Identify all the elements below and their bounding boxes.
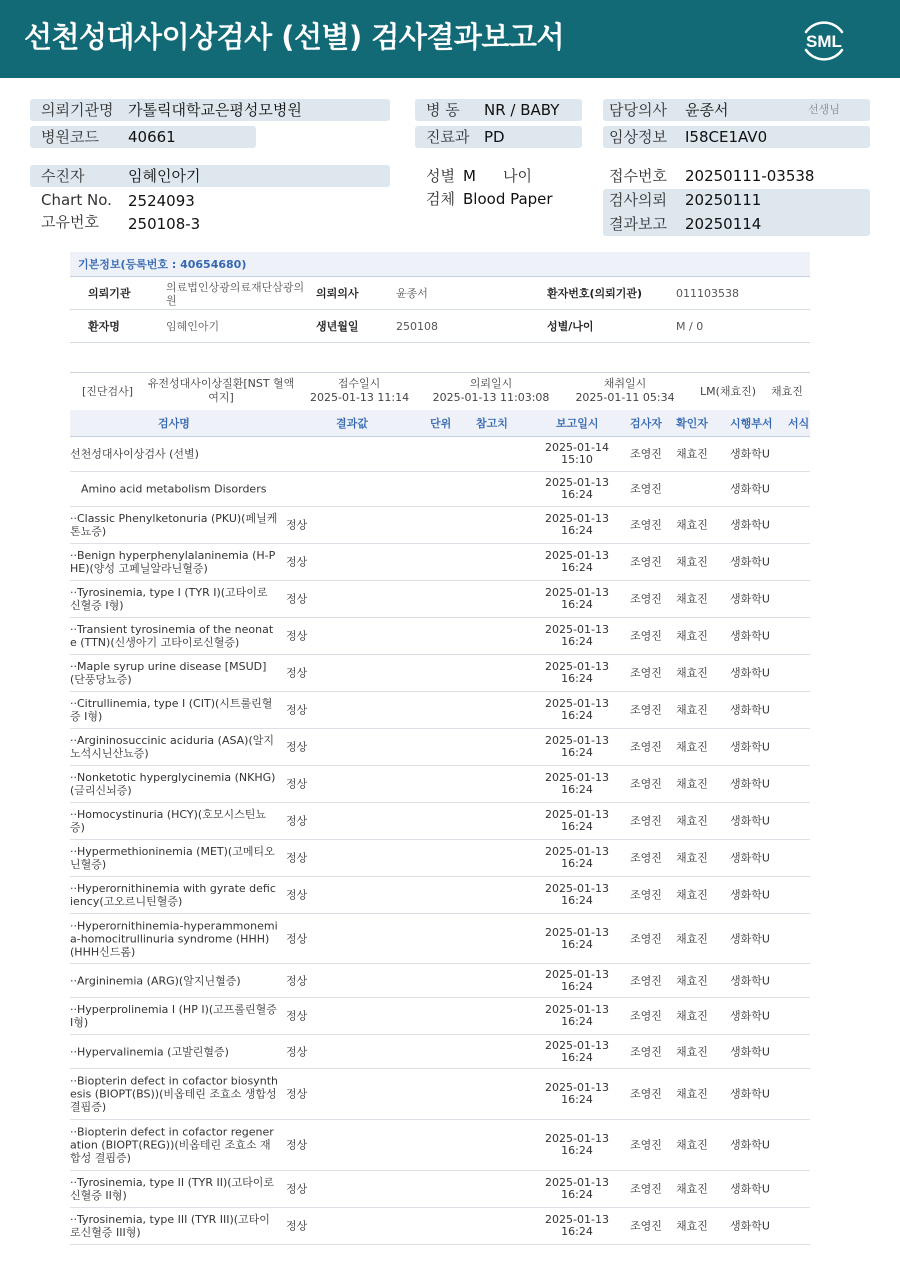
result-report-label: 결과보고 [609,215,667,233]
table-row [70,1069,810,1120]
report-date: 2025-01-13 [545,734,609,747]
basic-doctor-value: 윤종서 [396,287,428,300]
report-date: 2025-01-13 [545,967,609,981]
test-name: ··Nonketotic hyperglycinemia (NKHG)(글리신뇌증) [70,771,276,797]
confirmer: 채효진 [676,1219,708,1233]
report-time: 16:24 [561,1188,593,1201]
report-time: 16:24 [561,820,593,833]
report-time: 16:24 [561,937,593,951]
report-date: 2025-01-13 [545,1213,609,1226]
tester: 조영진 [630,888,662,902]
report-datetime [538,927,616,951]
report-time: 16:24 [561,857,593,870]
report-time: 16:24 [561,561,593,574]
table-row [70,618,810,655]
tester: 조영진 [630,1182,662,1196]
tester: 조영진 [630,777,662,791]
order-collect-value: 2025-01-11 05:34 [575,391,675,404]
basic-patient-name-value: 임혜인아기 [166,320,220,333]
report-datetime [538,1133,616,1157]
tester: 조영진 [630,1138,662,1152]
test-name: ··Hypervalinemia (고발린혈증) [70,1045,229,1058]
basic-info-heading: 기본정보(등록번호 : 40654680) [70,252,810,277]
test-name: ··Argininemia (ARG)(알지닌혈증) [70,974,241,987]
col-confirmer-header: 확인자 [676,417,708,430]
test-result: 정상 [286,974,308,987]
department-label: 진료과 [426,128,470,146]
department: 생화학U [730,777,770,791]
department: 생화학U [730,703,770,717]
table-row [70,803,810,840]
basic-institution-value: 의료법인상광의료재단삼광의원 [166,281,305,307]
department: 생화학U [730,932,770,945]
specimen-value: Blood Paper [463,190,553,208]
sex-label: 성별 [426,167,455,185]
report-date: 2025-01-13 [545,845,609,858]
report-date: 2025-01-13 [545,586,609,599]
doctor-suffix: 선생님 [808,103,840,116]
order-name-line2: 여지] [208,391,234,404]
report-time: 16:24 [561,672,593,685]
department-value: PD [484,128,505,146]
col-name-header: 검사명 [158,417,190,430]
table-row [70,914,810,964]
department: 생화학U [730,629,770,643]
department: 생화학U [730,888,770,902]
order-name-line1: 유전성대사이상질환[NST 혈액 [147,377,295,390]
basic-info-row [70,310,810,343]
report-datetime [538,698,616,722]
hospital-code-value: 40661 [128,128,176,146]
basic-sex-age-label: 성별/나이 [547,320,594,333]
table-row [70,998,810,1035]
tester: 조영진 [630,447,662,461]
test-result: 정상 [286,629,308,643]
col-tester-header: 검사자 [630,417,662,430]
patient-label: 수진자 [41,167,85,185]
report-datetime [538,550,616,574]
test-name: ··Tyrosinemia, type I (TYR I)(고타이로신혈증 I형) [70,586,268,612]
tester: 조영진 [630,703,662,717]
report-date: 2025-01-13 [545,476,609,489]
confirmer: 채효진 [676,740,708,754]
chart-no-label: Chart No. [41,191,112,209]
report-time: 16:24 [561,894,593,907]
test-name: Amino acid metabolism Disorders [81,482,267,496]
receipt-no-label: 접수번호 [609,167,667,185]
table-row [70,964,810,998]
table-row [70,507,810,544]
report-datetime [538,513,616,537]
col-report-date-header: 보고일시 [556,417,599,430]
test-result: 정상 [286,1045,308,1058]
report-datetime [538,442,616,466]
report-time: 16:24 [561,783,593,796]
hospital-code-label: 병원코드 [41,128,99,146]
order-receipt-value: 2025-01-13 11:14 [310,391,410,404]
table-row [70,1171,810,1208]
report-date: 2025-01-14 [545,441,609,454]
test-name: ··Tyrosinemia, type II (TYR II)(고타이로신혈증 II형) [70,1176,275,1202]
test-result: 정상 [286,1219,308,1233]
test-name: ··Biopterin defect in cofactor biosynthesis (BIOPT(BS))(비옵테린 조효소 생합성 결핍증) [70,1074,278,1114]
basic-info-table [70,252,810,343]
col-dept-header: 시행부서 [730,417,773,430]
doctor-label: 담당의사 [609,101,667,119]
report-time: 15:10 [561,453,593,466]
patient-value: 임혜인아기 [128,167,201,185]
report-datetime [538,624,616,648]
confirmer: 채효진 [676,851,708,865]
report-title: 선천성대사이상검사 (선별) 검사결과보고서 [24,20,564,54]
test-name: ··Benign hyperphenylalaninemia (H-PHE)(양성 고페닐알라닌혈증) [70,549,276,575]
test-result: 정상 [286,814,308,828]
department: 생화학U [730,1045,770,1058]
confirmer: 채효진 [676,629,708,643]
tester: 조영진 [630,666,662,680]
basic-birth-label: 생년월일 [316,320,359,333]
basic-institution-label: 의뢰기관 [88,287,131,300]
col-ref-header: 참고치 [476,417,508,430]
report-time: 16:24 [561,709,593,722]
test-result: 정상 [286,703,308,717]
report-datetime [538,1004,616,1028]
report-date: 2025-01-13 [545,925,609,939]
order-request-value: 2025-01-13 11:03:08 [432,391,550,404]
tester: 조영진 [630,974,662,987]
unique-no-label: 고유번호 [41,213,99,231]
tester: 조영진 [630,1045,662,1058]
test-name: ··Tyrosinemia, type III (TYR III)(고타이로신혈증 III형) [70,1213,270,1239]
confirmer: 채효진 [676,447,708,461]
confirmer: 채효진 [676,932,708,945]
test-request-value: 20250111 [685,191,762,209]
test-name: ··Maple syrup urine disease [MSUD](단풍당뇨증) [70,660,267,686]
clinical-info-value: I58CE1AV0 [685,128,768,146]
report-datetime [538,772,616,796]
report-datetime [538,477,616,501]
tester: 조영진 [630,482,662,496]
report-datetime [538,661,616,685]
test-name: ··Homocystinuria (HCY)(호모시스틴뇨증) [70,808,266,834]
confirmer: 채효진 [676,555,708,569]
basic-patient-no-label: 환자번호(의뢰기관) [547,287,643,300]
test-name: ··Transient tyrosinemia of the neonate (TTN)(신생아기 고타이로신혈증) [70,623,274,649]
report-time: 16:24 [561,1144,593,1157]
report-time: 16:24 [561,1093,593,1106]
basic-sex-age-value: M / 0 [676,320,704,333]
logo-text: SML [806,32,842,51]
report-date: 2025-01-13 [545,549,609,562]
department: 생화학U [730,851,770,865]
department: 생화학U [730,974,770,987]
table-row [70,729,810,766]
tester: 조영진 [630,932,662,945]
report-time: 16:24 [561,488,593,501]
tester: 조영진 [630,1219,662,1233]
institution-value: 가톨릭대학교은평성모병원 [128,101,302,119]
report-time: 16:24 [561,635,593,648]
test-result: 정상 [286,740,308,754]
report-time: 16:24 [561,1050,593,1064]
test-result: 정상 [286,888,308,902]
report-time: 16:24 [561,598,593,611]
basic-info-row [70,277,810,310]
report-date: 2025-01-13 [545,1038,609,1052]
table-row [70,1120,810,1171]
tester: 조영진 [630,814,662,828]
department: 생화학U [730,447,770,461]
institution-label: 의뢰기관명 [41,101,114,119]
col-unit-header: 단위 [430,417,452,430]
confirmer: 채효진 [676,888,708,902]
test-result: 정상 [286,1182,308,1196]
report-datetime [538,809,616,833]
receipt-no-value: 20250111-03538 [685,167,815,185]
order-request-label: 의뢰일시 [469,377,513,390]
report-time: 16:24 [561,979,593,993]
report-date: 2025-01-13 [545,1132,609,1145]
test-name: ··Hyperprolinemia I (HP I)(고프롤린혈증I형) [70,1003,277,1029]
confirmer: 채효진 [676,974,708,987]
test-name: ··Hypermethioninemia (MET)(고메티오닌혈증) [70,845,275,871]
order-receipt-label: 접수일시 [337,377,381,390]
confirmer: 채효진 [676,1138,708,1152]
test-name: 선천성대사이상검사 (선별) [70,447,199,461]
test-result: 정상 [286,777,308,791]
results-table-header [70,410,810,437]
tester: 조영진 [630,1087,662,1101]
table-row [70,1035,810,1069]
unique-no-value: 250108-3 [128,215,201,233]
confirmer: 채효진 [676,518,708,532]
table-row [70,766,810,803]
ward-label: 병 동 [426,101,460,119]
doctor-value: 윤종서 [685,101,729,119]
order-tag: [진단검사] [82,385,134,398]
report-datetime [538,1040,616,1064]
tester: 조영진 [630,555,662,569]
report-datetime [538,1214,616,1238]
department: 생화학U [730,1182,770,1196]
specimen-label: 검체 [426,190,455,208]
confirmer: 채효진 [676,1009,708,1023]
department: 생화학U [730,1219,770,1233]
col-format-header: 서식 [788,417,810,430]
report-datetime [538,587,616,611]
table-row [70,655,810,692]
confirmer: 채효진 [676,814,708,828]
confirmer: 채효진 [676,666,708,680]
report-time: 16:24 [561,524,593,537]
table-row [70,692,810,729]
test-result: 정상 [286,592,308,606]
report-date: 2025-01-13 [545,660,609,673]
report-date: 2025-01-13 [545,512,609,525]
table-row [70,437,810,472]
test-result: 정상 [286,1009,308,1023]
basic-doctor-label: 의뢰의사 [316,287,359,300]
report-date: 2025-01-13 [545,882,609,895]
test-result: 정상 [286,932,308,945]
report-time: 16:24 [561,746,593,759]
table-row [70,581,810,618]
confirmer: 채효진 [676,1087,708,1101]
confirmer: 채효진 [676,592,708,606]
report-date: 2025-01-13 [545,808,609,821]
ward-value: NR / BABY [484,101,560,119]
results-table-body [70,437,810,1245]
test-result: 정상 [286,518,308,532]
col-result-header: 결과값 [336,417,368,430]
department: 생화학U [730,1138,770,1152]
order-collect-label: 채취일시 [603,377,647,390]
sml-logo-icon [796,12,852,68]
report-date: 2025-01-13 [545,1176,609,1189]
order-lm: LM(채효진) [700,385,757,398]
test-result: 정상 [286,555,308,569]
table-row [70,544,810,581]
test-name: ··Classic Phenylketonuria (PKU)(페닐케톤뇨증) [70,512,278,538]
report-date: 2025-01-13 [545,771,609,784]
report-header [0,0,900,78]
test-name: ··Citrullinemia, type I (CIT)(시트룰린혈증 I형) [70,697,273,723]
department: 생화학U [730,555,770,569]
report-datetime [538,883,616,907]
department: 생화학U [730,814,770,828]
basic-birth-value: 250108 [396,320,438,333]
table-row [70,1208,810,1245]
confirmer: 채효진 [676,777,708,791]
clinical-info-label: 임상정보 [609,128,667,146]
order-collector: 채효진 [771,385,803,398]
basic-patient-name-label: 환자명 [88,320,120,333]
tester: 조영진 [630,740,662,754]
report-time: 16:24 [561,1015,593,1028]
confirmer: 채효진 [676,703,708,717]
test-name: ··Hyperornithinemia with gyrate deficiency(고오르니틴혈증) [70,882,276,908]
test-result: 정상 [286,666,308,680]
sex-value: M [463,167,476,185]
report-time: 16:24 [561,1225,593,1238]
department: 생화학U [730,518,770,532]
department: 생화학U [730,740,770,754]
department: 생화학U [730,482,770,496]
table-row [70,472,810,507]
basic-patient-no-value: 011103538 [676,287,739,300]
tester: 조영진 [630,851,662,865]
test-request-label: 검사의뢰 [609,191,667,209]
confirmer: 채효진 [676,1045,708,1058]
test-name: ··Hyperornithinemia-hyperammonemia-homocitrullinuria syndrome (HHH)(HHH신드롬) [70,919,278,958]
test-name: ··Argininosuccinic aciduria (ASA)(알지노석시닌산뇨증) [70,734,275,760]
result-report-value: 20250114 [685,215,762,233]
report-date: 2025-01-13 [545,1081,609,1094]
report-datetime [538,846,616,870]
report-datetime [538,1082,616,1106]
tester: 조영진 [630,629,662,643]
order-summary-row [70,372,810,409]
table-row [70,840,810,877]
test-name: ··Biopterin defect in cofactor regeneration (BIOPT(REG))(비옵테린 조효소 재합성 결핍증) [70,1125,274,1165]
report-datetime [538,735,616,759]
tester: 조영진 [630,592,662,606]
confirmer: 채효진 [676,1182,708,1196]
report-datetime [538,1177,616,1201]
chart-no-value: 2524093 [128,192,195,210]
report-date: 2025-01-13 [545,697,609,710]
department: 생화학U [730,592,770,606]
age-label: 나이 [503,167,532,185]
tester: 조영진 [630,518,662,532]
department: 생화학U [730,1087,770,1101]
report-date: 2025-01-13 [545,623,609,636]
department: 생화학U [730,1009,770,1023]
test-result: 정상 [286,1087,308,1101]
report-date: 2025-01-13 [545,1003,609,1016]
tester: 조영진 [630,1009,662,1023]
test-result: 정상 [286,851,308,865]
department: 생화학U [730,666,770,680]
report-datetime [538,969,616,993]
test-result: 정상 [286,1138,308,1152]
table-row [70,877,810,914]
